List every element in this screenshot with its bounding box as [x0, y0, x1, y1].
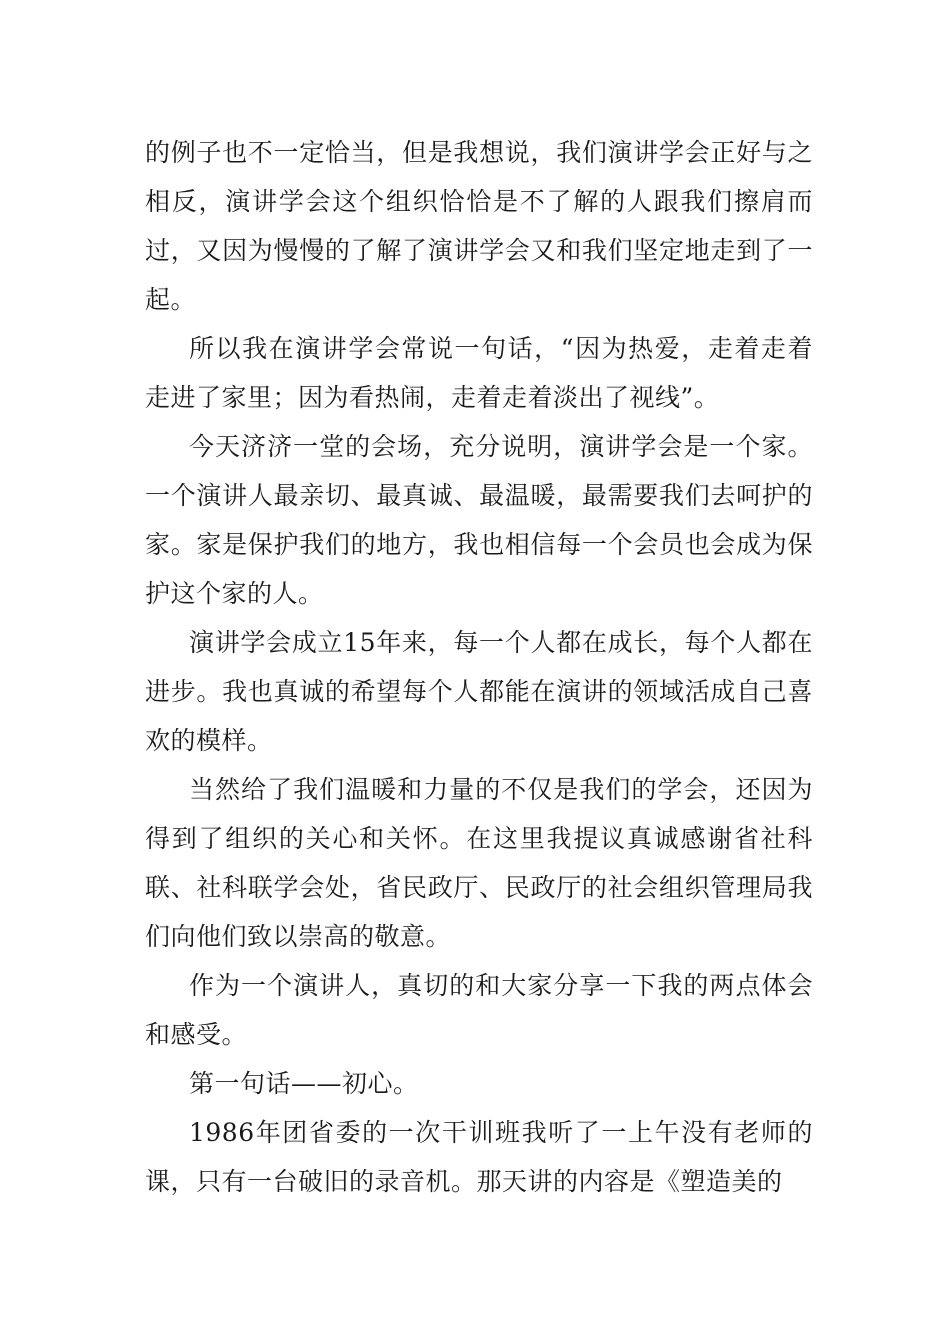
- paragraph: 所以我在演讲学会常说一句话，“因为热爱，走着走着走进了家里；因为看热闹，走着走着淡出了视线”。: [145, 334, 813, 412]
- document-body: [145, 128, 813, 1206]
- paragraph: 1986年团省委的一次干训班我听了一上午没有老师的课，只有一台破旧的录音机。那天讲的内容是《塑造美的: [145, 1118, 813, 1196]
- paragraph: 演讲学会成立15年来，每一个人都在成长，每个人都在进步。我也真诚的希望每个人都能在演讲的领域活成自己喜欢的模样。: [145, 628, 813, 755]
- section-heading: 第一句话——初心。: [189, 1069, 419, 1098]
- paragraph: 今天济济一堂的会场，充分说明，演讲学会是一个家。一个演讲人最亲切、最真诚、最温暖，最需要我们去呵护的家。家是保护我们的地方，我也相信每一个会员也会成为保护这个家的人。: [145, 432, 813, 608]
- paragraph: 当然给了我们温暖和力量的不仅是我们的学会，还因为得到了组织的关心和关怀。在这里我提议真诚感谢省社科联、社科联学会处，省民政厅、民政厅的社会组织管理局我们向他们致以崇高的敬意。: [145, 775, 813, 951]
- paragraph: 作为一个演讲人，真切的和大家分享一下我的两点体会和感受。: [145, 971, 813, 1049]
- paragraph-continuation: 的例子也不一定恰当，但是我想说，我们演讲学会正好与之相反，演讲学会这个组织恰恰是不了解的人跟我们擦肩而过，又因为慢慢的了解了演讲学会又和我们坚定地走到了一起。: [145, 138, 813, 314]
